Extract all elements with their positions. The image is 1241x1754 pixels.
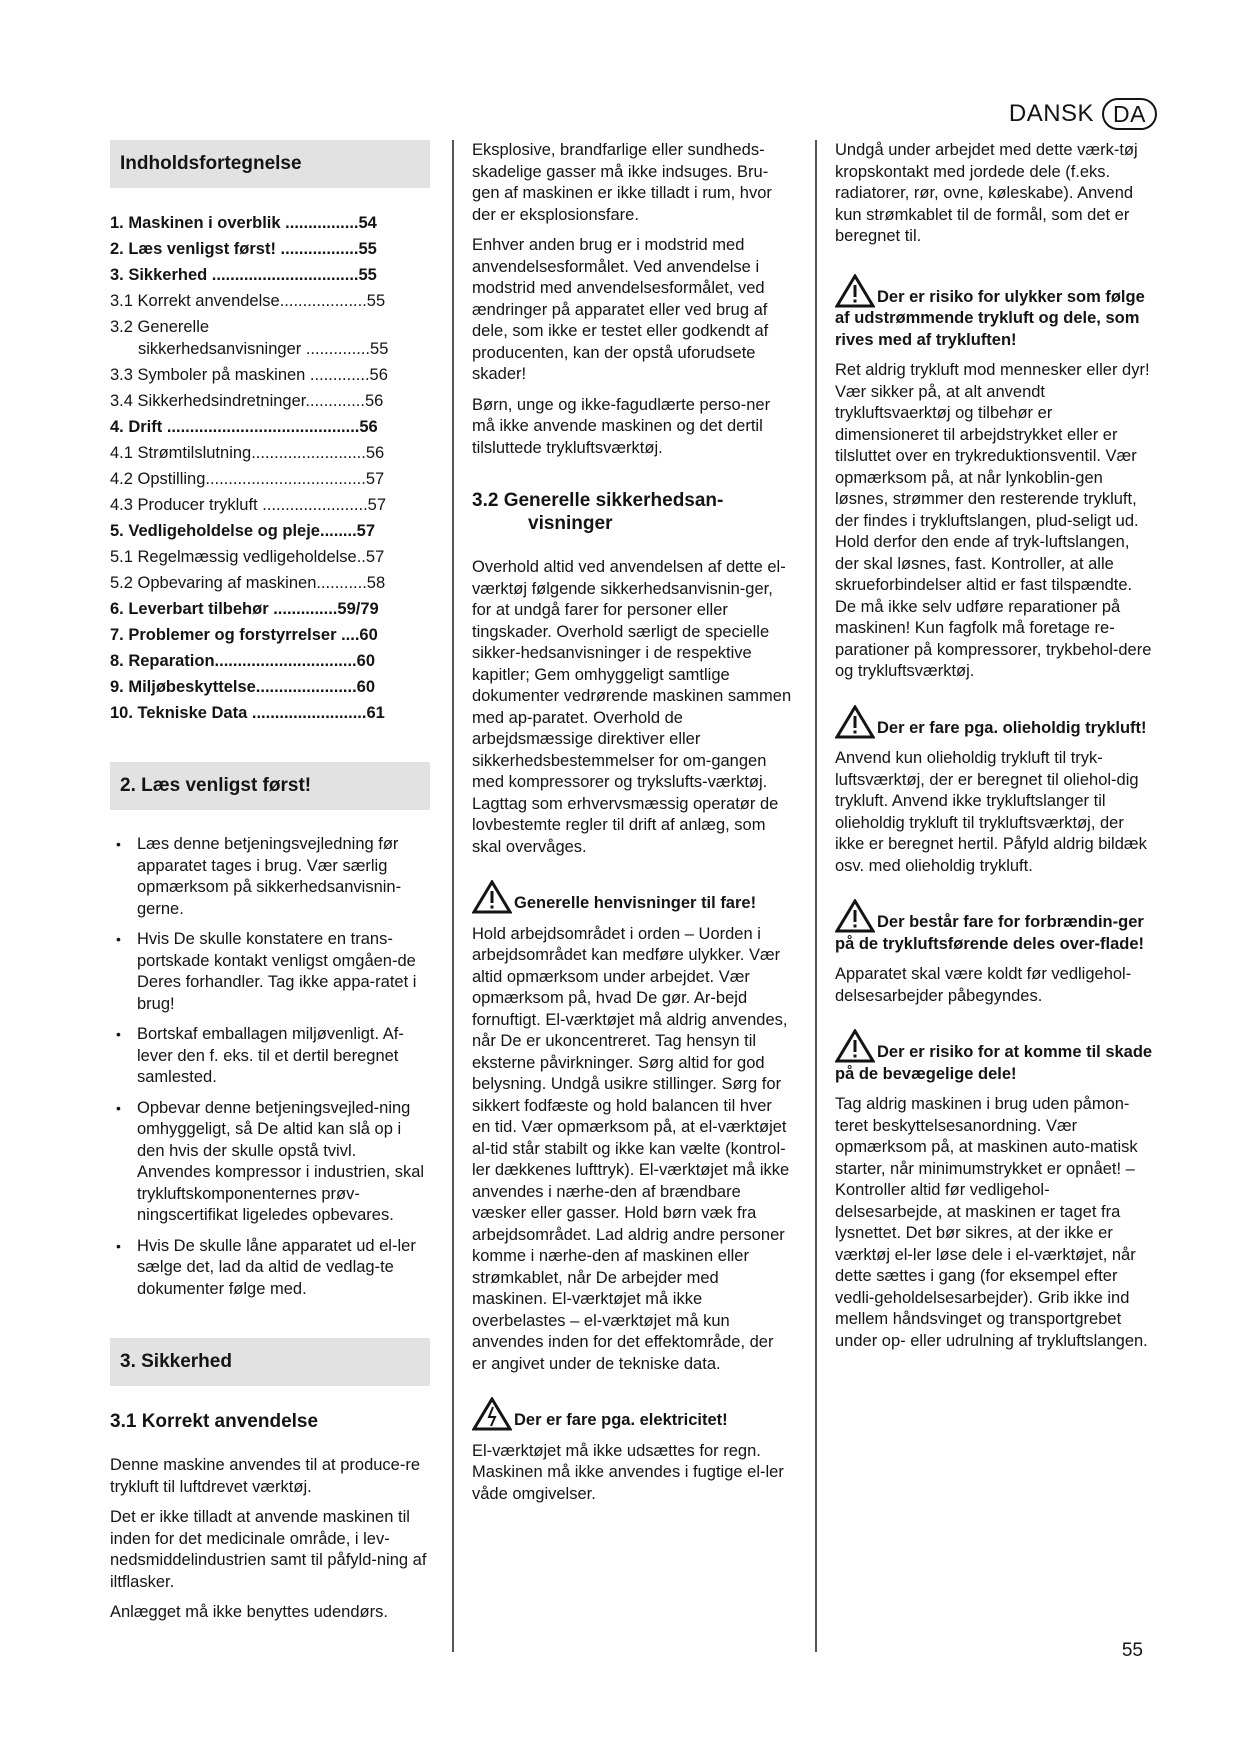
paragraph: Undgå under arbejdet med dette værk-tøj kropskontakt med jordede dele (f.eks. radiatorer, rør, ovne, køleskabe). Anvend kun strømkablet til de formål, som det er beregnet til. bbox=[835, 141, 1138, 245]
warning-triangle-icon bbox=[835, 899, 875, 933]
section-3-2-title-line1: 3.2 Generelle sikkerhedsan- bbox=[472, 490, 724, 511]
electric-hazard-icon bbox=[472, 1397, 512, 1431]
paragraph: Anvend kun olieholdig trykluft til tryk-luftsværktøj, der er beregnet til oliehol-dig trykluft. Anvend ikke trykluftslanger til olieholdig trykluft til trykluftsværktøj, der ikke er beregnet hertil. Påfyld aldrig bildæk osv. med olieholdig trykluft. bbox=[835, 749, 1147, 875]
paragraph: El-værktøjet må ikke udsættes for regn. Maskinen må ikke anvendes i fugtige el-ler våde omgivelser. bbox=[472, 1441, 784, 1503]
list-item: • Opbevar denne betjeningsvejled-ning omhyggeligt, så De altid kan slå op i den hvis der skulle opstå tvivl. Anvendes kompressor i industrien, skal trykluftskomponenternes prøv-ningscertifikat ligeledes opbevares. bbox=[110, 1098, 430, 1227]
warning-triangle-icon bbox=[835, 274, 875, 308]
section-3-1-title: 3.1 Korrekt anvendelse bbox=[110, 1411, 319, 1432]
page-number: 55 bbox=[1121, 1640, 1143, 1661]
toc-entry[interactable]: 8. Reparation...............................60 bbox=[110, 652, 375, 670]
paragraph: Ret aldrig trykluft mod mennesker eller dyr! Vær sikker på, at alt anvendt trykluftsvaerktøj og tilbehør er dimensioneret til arbejdstrykket eller er tilsluttet over en trykreduktionsventil. Vær opmærksom på, at når lynkoblin-gen løsnes, strømmer den resterende trykluft, der findes i trykluftslangen, plud-seligt ud. Hold derfor den ende af tryk-luftslangen, der skal løsnes, fast. Kontroller, at alle skrueforbindelser altid er fast tilspændte. De må ikke selv udføre reparationer på maskinen! Kun fagfolk må foretage re-parationer på kompressorer, trykbehol-dere og trykluftsværktøj. bbox=[835, 361, 1152, 680]
toc-entry[interactable]: 3.1 Korrekt anvendelse...................55 bbox=[110, 292, 386, 310]
toc-entry[interactable]: 9. Miljøbeskyttelse......................60 bbox=[110, 678, 376, 696]
toc-entry[interactable]: 3.3 Symboler på maskinen .............56 bbox=[110, 366, 388, 384]
column-1 bbox=[110, 140, 430, 1633]
list-item: • Bortskaf emballagen miljøvenligt. Af-lever den f. eks. til et dertil beregnet samlested. bbox=[110, 1024, 430, 1089]
paragraph: Tag aldrig maskinen i brug uden påmon-teret beskyttelsesanordning. Vær opmærksom på, at maskinen auto-matisk starter, når minimumstrykket er opnået! – Kontroller altid før vedligehol-delsesarbejde, at maskinen er taget fra lysnettet. Det bør sikres, at der ikke er værktøj el-ler løse dele i el-værktøjet, når dette sættes i gang (for eksempel efter vedli-geholdelsesarbejder). Grib ikke ind mellem håndsvinget og transportgrebet under op- eller udrulning af trykluftslangen. bbox=[835, 1095, 1148, 1350]
toc-entry[interactable]: 4.1 Strømtilslutning.........................56 bbox=[110, 444, 385, 462]
toc-entry[interactable]: 5. Vedligeholdelse og pleje........57 bbox=[110, 522, 376, 540]
paragraph: Enhver anden brug er i modstrid med anvendelsesformålet. Ved anvendelse i modstrid med anvendelsesformålet, ved ændringer på apparatet eller ved brug af dele, som ikke er testet eller godkendt af producenten, kan der opstå uforudsete skader! bbox=[472, 236, 769, 383]
column-3 bbox=[835, 140, 1155, 1361]
column-divider bbox=[452, 140, 454, 1652]
warning-oil bbox=[835, 705, 1155, 740]
list-item: • Hvis De skulle låne apparatet ud el-ler sælge det, lad da altid de vedlag-te dokumenter følge med. bbox=[110, 1236, 430, 1301]
warning-moving-title: Der er risiko for at komme til skade på de bevægelige dele! bbox=[835, 1043, 1153, 1083]
toc-entry[interactable]: 5.1 Regelmæssig vedligeholdelse..57 bbox=[110, 548, 385, 566]
paragraph: Overhold altid ved anvendelsen af dette el-værktøj følgende sikkerhedsanvisnin-ger, for at undgå farer for personer eller tingskader. Overhold særligt de specielle sikker-hedsanvisninger i de respektive kapitler; Gem omhyggeligt samtlige dokumenter vedrørende maskinen sammen med ap-paratet. Overhold de arbejdsmæssige direktiver eller sikkerhedsbestemmelser for om-gangen med kompressorer og trykslufts-værktøj. Lagttag som erhvervsmæssig operatør de lovbestemte regler til drift af anlæg, som skal overvåges. bbox=[472, 558, 792, 856]
toc-entry[interactable]: 5.2 Opbevaring af maskinen...........58 bbox=[110, 574, 386, 592]
section-3-2-title bbox=[472, 489, 792, 535]
warning-electric-title: Der er fare pga. elektricitet! bbox=[514, 1411, 728, 1429]
toc-entry[interactable]: 2. Læs venligst først! .................55 bbox=[110, 240, 377, 258]
paragraph: Denne maskine anvendes til at produce-re trykluft til luftdrevet værktøj. bbox=[110, 1456, 421, 1496]
read-first-list bbox=[110, 834, 430, 1300]
warning-oil-title: Der er fare pga. olieholdig trykluft! bbox=[877, 718, 1147, 737]
paragraph: Det er ikke tilladt at anvende maskinen til inden for det medicinale område, i lev-nedsmiddelindustrien samt til påfyld-ning af iltflasker. bbox=[110, 1508, 427, 1591]
warning-moving-parts bbox=[835, 1029, 1155, 1085]
language-header bbox=[1009, 98, 1157, 130]
toc-entry[interactable]: 1. Maskinen i overblik ................54 bbox=[110, 214, 377, 232]
warning-electric bbox=[472, 1397, 792, 1432]
toc-entry[interactable]: 3.2 Generelle bbox=[110, 318, 210, 336]
toc-heading: Indholdsfortegnelse bbox=[110, 140, 430, 188]
language-label: DANSK bbox=[1008, 100, 1095, 127]
paragraph: Anlægget må ikke benyttes udendørs. bbox=[110, 1603, 388, 1621]
warning-burn bbox=[835, 899, 1155, 955]
warning-accident bbox=[835, 274, 1155, 352]
warning-triangle-icon bbox=[472, 880, 512, 914]
paragraph: Børn, unge og ikke-fagudlærte perso-ner må ikke anvende maskinen og det dertil tilsluttede trykluftsværktøj. bbox=[472, 395, 771, 457]
toc-entry[interactable]: sikkerhedsanvisninger ..............55 bbox=[138, 340, 389, 358]
paragraph: Eksplosive, brandfarlige eller sundheds-skadelige gasser må ikke indsuges. Bru-gen af maskinen er ikke tilladt i rum, hvor der er eksplosionsfare. bbox=[472, 141, 772, 224]
toc-entry[interactable]: 4. Drift ..........................................56 bbox=[110, 418, 378, 436]
safety-heading: 3. Sikkerhed bbox=[110, 1338, 430, 1386]
list-item: • Hvis De skulle konstatere en trans-portskade kontakt venligst omgåen-de Deres forhandler. Tag ikke appa-ratet i brug! bbox=[110, 929, 430, 1015]
warning-burn-title: Der består fare for forbrændin-ger på de trykluftsførende deles over-flade! bbox=[835, 913, 1144, 953]
column-divider bbox=[815, 140, 817, 1652]
column-2 bbox=[472, 140, 792, 1514]
read-first-heading: 2. Læs venligst først! bbox=[110, 762, 430, 810]
toc-entry[interactable]: 3.4 Sikkerhedsindretninger.............56 bbox=[110, 392, 384, 410]
warning-triangle-icon bbox=[835, 1029, 875, 1063]
section-3-2-title-line2: visninger bbox=[528, 513, 613, 534]
warning-triangle-icon bbox=[835, 705, 875, 739]
warning-accident-title: Der er risiko for ulykker som følge af udstrømmende trykluft og dele, som rives med af trykluften! bbox=[835, 287, 1145, 349]
toc-entry[interactable]: 3. Sikkerhed ................................55 bbox=[110, 266, 377, 284]
toc-entry[interactable]: 10. Tekniske Data .........................61 bbox=[110, 704, 385, 722]
list-item: • Læs denne betjeningsvejledning før apparatet tages i brug. Vær særlig opmærksom på sikkerhedsanvisnin-gerne. bbox=[110, 834, 430, 920]
language-code-badge: DA bbox=[1102, 98, 1157, 130]
warning-general-title: Generelle henvisninger til fare! bbox=[514, 894, 757, 912]
toc-entry[interactable]: 4.2 Opstilling...................................57 bbox=[110, 470, 385, 488]
paragraph: Apparatet skal være koldt før vedligehol-delsesarbejder påbegyndes. bbox=[835, 965, 1132, 1005]
toc-entry[interactable]: 6. Leverbart tilbehør ..............59/79 bbox=[110, 600, 379, 618]
warning-general bbox=[472, 880, 792, 915]
toc-entry[interactable]: 7. Problemer og forstyrrelser ....60 bbox=[110, 626, 378, 644]
paragraph: Hold arbejdsområdet i orden – Uorden i arbejdsområdet kan medføre ulykker. Vær altid opmærksom under arbejdet. Vær opmærksom på, hvad De gør. Ar-bejd fornuftigt. El-værktøjet må aldrig anvendes, når De er ukoncentreret. Tag hensyn til eksterne påvirkninger. Sørg altid for god belysning. Undgå usikre stillinger. Sørg for sikkert fodfæste og hold balancen til hver en tid. Vær opmærksom på, at el-værktøjet al-tid står stabilt og ikke kan vælte (kontrol-ler dækkenes lufttryk). El-værktøjet må ikke anvendes i nærhe-den af brændbare væsker eller gasser. Hold børn væk fra arbejdsområdet. Lad aldrig andre personer komme i nærhe-den af maskinen eller strømkablet, når De arbejder med maskinen. El-værktøjet må ikke overbelastes – el-værktøjet må kun anvendes inden for det effektområde, der er angivet under de tekniske data. bbox=[472, 924, 790, 1373]
toc-list bbox=[110, 212, 430, 724]
toc-entry[interactable]: 4.3 Producer trykluft .......................57 bbox=[110, 496, 387, 514]
